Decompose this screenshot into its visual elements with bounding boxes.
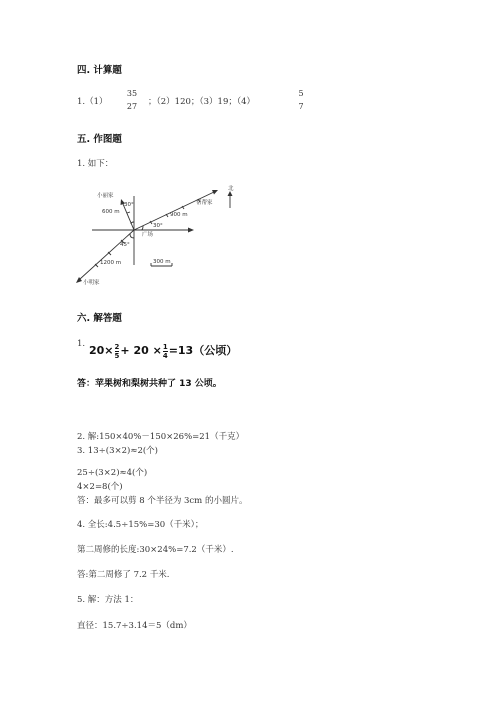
label-30-degree-b: 30° (153, 223, 163, 229)
section4-q1-middle: ；（2）120；（3）19；（4） (148, 97, 256, 107)
label-xiaoming-home: 小明家 (83, 280, 100, 286)
question-4-line-2: 第二周修的长度:30×24%=7.2（千米）. (77, 545, 234, 555)
route-to-xiaoming (80, 230, 134, 279)
section4-q1-prefix: 1.（1） (77, 97, 108, 107)
label-north: 北 (228, 186, 234, 192)
label-1200m: 1200 m (100, 260, 122, 266)
fraction-numerator: 2 (114, 342, 120, 351)
expression-fraction-2-5 (115, 343, 120, 360)
expression-part-a: 20× (89, 344, 114, 357)
label-600m: 600 m (102, 209, 120, 215)
label-900m: 900 m (170, 212, 188, 218)
question-5-line-1: 5. 解：方法 1： (77, 595, 139, 605)
section6-q1-number: 1. (77, 339, 86, 349)
fraction-numerator: 35 (126, 89, 138, 98)
arrow-east-icon (188, 228, 194, 233)
label-scale: 300 m (153, 259, 171, 265)
section6-title: 六. 解答题 (77, 313, 122, 324)
label-45-degree: 45° (120, 242, 130, 248)
fraction-denominator: 4 (162, 351, 168, 360)
fraction-denominator: 27 (126, 102, 138, 111)
question-3-answer: 答：最多可以剪 8 个半径为 3cm 的小圆片。 (77, 496, 248, 506)
question-5-line-2: 直径：15.7÷3.14＝5（dm） (77, 621, 192, 631)
answer-1: 答：苹果树和梨树共种了 13 公顷。 (77, 379, 222, 389)
expression-line (89, 342, 237, 360)
expression-fraction-1-4 (163, 343, 168, 360)
question-4-answer: 答:第二周修了 7.2 千米. (77, 570, 170, 580)
fraction-denominator: 5 (114, 351, 120, 360)
question-3-line-3: 4×2=8(个) (77, 482, 123, 492)
section4-title: 四. 计算题 (77, 65, 122, 76)
fraction-denominator: 7 (298, 102, 304, 111)
expression-part-b: + 20 × (120, 344, 162, 357)
label-square: 广场 (142, 232, 154, 238)
section5-title: 五. 作图题 (77, 134, 122, 145)
question-3-line-1: 3. 13÷(3×2)≈2(个) (77, 446, 158, 456)
label-30-degree-a: 30° (124, 202, 134, 208)
angle-arc-45 (130, 234, 134, 238)
section5-q1: 1. 如下： (77, 159, 114, 169)
question-3-line-2: 25÷(3×2)≈4(个) (77, 468, 148, 478)
route-to-bangbang (134, 192, 214, 230)
expression-part-c: =13（公顷） (168, 344, 238, 357)
fraction-numerator: 1 (162, 342, 168, 351)
question-2: 2. 解:150×40%－150×26%=21（千克） (77, 432, 245, 442)
label-bangbang-home: 帮帮家 (196, 200, 213, 206)
label-xiaoli-home: 小丽家 (97, 193, 114, 199)
question-4-line-1: 4. 全长:4.5÷15%=30（千米）； (77, 520, 204, 530)
fraction-numerator: 5 (298, 89, 304, 98)
